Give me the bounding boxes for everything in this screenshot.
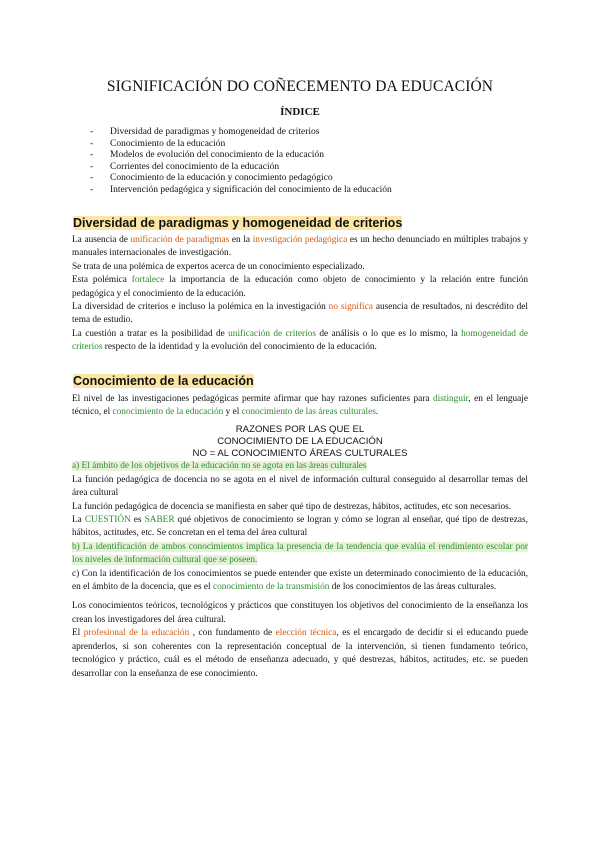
highlighted-term: CUESTIÓN bbox=[84, 515, 131, 526]
highlighted-term: no significa bbox=[328, 302, 373, 313]
text: , con fundamento de bbox=[189, 628, 276, 639]
text: . bbox=[375, 407, 379, 418]
highlighted-term: elección técnica bbox=[275, 628, 337, 639]
heading-highlight: Diversidad de paradigmas y homogeneidad de criterios bbox=[73, 216, 403, 230]
highlighted-term: conocimiento de las áreas culturales bbox=[241, 407, 376, 418]
text: El nivel de las investigaciones pedagógicas permite afirmar que hay razones suficientes para bbox=[72, 394, 434, 404]
reasons-title-line: CONOCIMIENTO DE LA EDUCACIÓN bbox=[217, 436, 383, 448]
toc-item: - Modelos de evolución del conocimiento de la educación bbox=[90, 150, 392, 162]
highlighted-term: fortalece bbox=[131, 275, 165, 286]
text: y el bbox=[223, 407, 242, 418]
table-of-contents bbox=[90, 127, 392, 197]
text: , en el lenguaje técnico, el bbox=[72, 394, 528, 418]
paragraph: La función pedagógica de docencia no se agota en el nivel de información cultural conseguido al desarrollar temas del área cultural bbox=[72, 474, 528, 499]
paragraph bbox=[72, 627, 528, 681]
paragraph: La función pedagógica de docencia se manifiesta en saber qué tipo de destrezas, hábitos, actitudes, etc son necesarios. bbox=[72, 501, 512, 512]
text: , es el encargado de decidir si el educando puede aprenderlos, si son coherentes con la representación conceptual de la intervención, si tienen fundamento teórico, tecnológico y práctico, cuál es el método de enseñanza adecuado, y qué destrezas, hábitos, actitudes, etc. se pueden desarrollar con la enseñanza de ese conocimiento. bbox=[72, 628, 528, 679]
highlighted-term: conocimiento de la transmisión bbox=[212, 582, 330, 593]
text: La bbox=[72, 515, 85, 526]
text: en la bbox=[229, 235, 253, 245]
text: Esta polémica bbox=[72, 275, 132, 286]
reason-a bbox=[72, 460, 528, 473]
section-heading-conocimiento bbox=[72, 374, 255, 388]
highlighted-term: a) El ámbito de los objetivos de la educación no se agota en las áreas culturales bbox=[72, 461, 367, 472]
index-heading: ÍNDICE bbox=[280, 106, 320, 118]
paragraph bbox=[72, 393, 528, 420]
text: El bbox=[72, 628, 84, 639]
reason-b bbox=[72, 541, 528, 568]
text: qué objetivos de conocimiento se logran y cómo se logran al enseñar, qué tipo de destrezas, hábitos, actitudes, etc. Se concretan en el tema del área cultural bbox=[72, 515, 528, 539]
reasons-title-line: NO = AL CONOCIMIENTO ÁREAS CULTURALES bbox=[192, 448, 408, 460]
paragraph bbox=[72, 301, 528, 328]
text: es un hecho denunciado en múltiples trabajos y manuales internacionales de investigación. bbox=[72, 235, 528, 259]
toc-item: - Intervención pedagógica y significación del conocimiento de la educación bbox=[90, 185, 392, 197]
section-conocimiento-body bbox=[72, 393, 528, 681]
highlighted-term: conocimiento de la educación bbox=[112, 407, 224, 418]
text: de los conocimientos de las áreas culturales. bbox=[329, 582, 497, 593]
paragraph: Se trata de una polémica de expertos acerca de un conocimiento especializado. bbox=[72, 261, 365, 272]
reasons-title-line: RAZONES POR LAS QUE EL bbox=[235, 423, 365, 435]
highlighted-term: SABER bbox=[144, 515, 175, 526]
highlighted-term: b) La identificación de ambos conocimientos implica la presencia de la tendencia que evalúa el rendimiento escolar por los niveles de información cultural que se poseen. bbox=[72, 541, 528, 566]
text: es bbox=[130, 515, 145, 526]
heading-highlight: Conocimiento de la educación bbox=[73, 374, 254, 388]
paragraph: Los conocimientos teóricos, tecnológicos y prácticos que constituyen los objetivos del conocimiento de la enseñanza los crean los investigadores del área cultural. bbox=[72, 601, 528, 625]
paragraph bbox=[72, 274, 528, 301]
highlighted-term: homogeneidad de criterios bbox=[72, 328, 529, 353]
section-diversidad-body bbox=[72, 234, 528, 355]
text: La ausencia de bbox=[72, 235, 131, 245]
highlighted-term: distinguir bbox=[433, 394, 469, 404]
paragraph bbox=[72, 234, 528, 261]
paragraph bbox=[72, 514, 528, 541]
highlighted-term: investigación pedagógica bbox=[252, 235, 348, 245]
text: de análisis o lo que es lo mismo, la bbox=[315, 328, 462, 339]
text: La cuestión a tratar es la posibilidad de bbox=[72, 328, 229, 339]
highlighted-term: unificación de criterios bbox=[228, 328, 316, 339]
text: la importancia de la educación como objeto de conocimiento y la relación entre función pedagógica y el conocimiento de la educación. bbox=[72, 275, 528, 299]
toc-item: - Conocimiento de la educación bbox=[90, 139, 392, 151]
toc-item: - Corrientes del conocimiento de la educación bbox=[90, 162, 392, 174]
text: respecto de la identidad y la evolución del conocimiento de la educación. bbox=[102, 342, 377, 353]
document-title: SIGNIFICACIÓN DO COÑECEMENTO DA EDUCACIÓN bbox=[106, 78, 494, 95]
highlighted-term: unificación de paradigmas bbox=[130, 235, 230, 245]
toc-item: - Diversidad de paradigmas y homogeneidad de criterios bbox=[90, 127, 392, 139]
text: ausencia de resultados, ni descrédito del tema de estudio. bbox=[72, 302, 528, 326]
text: c) Con la identificación de los conocimientos se puede entender que existe un determinado conocimiento de la educación, en el ámbito de la docencia, que es el bbox=[72, 568, 528, 593]
section-heading-diversidad bbox=[72, 216, 403, 230]
toc-item: - Conocimiento de la educación y conocimiento pedagógico bbox=[90, 173, 392, 185]
text: La diversidad de criterios e incluso la polémica en la investigación bbox=[72, 302, 329, 313]
highlighted-term: profesional de la educación bbox=[83, 628, 190, 639]
reason-c bbox=[72, 568, 528, 595]
paragraph bbox=[72, 328, 528, 355]
